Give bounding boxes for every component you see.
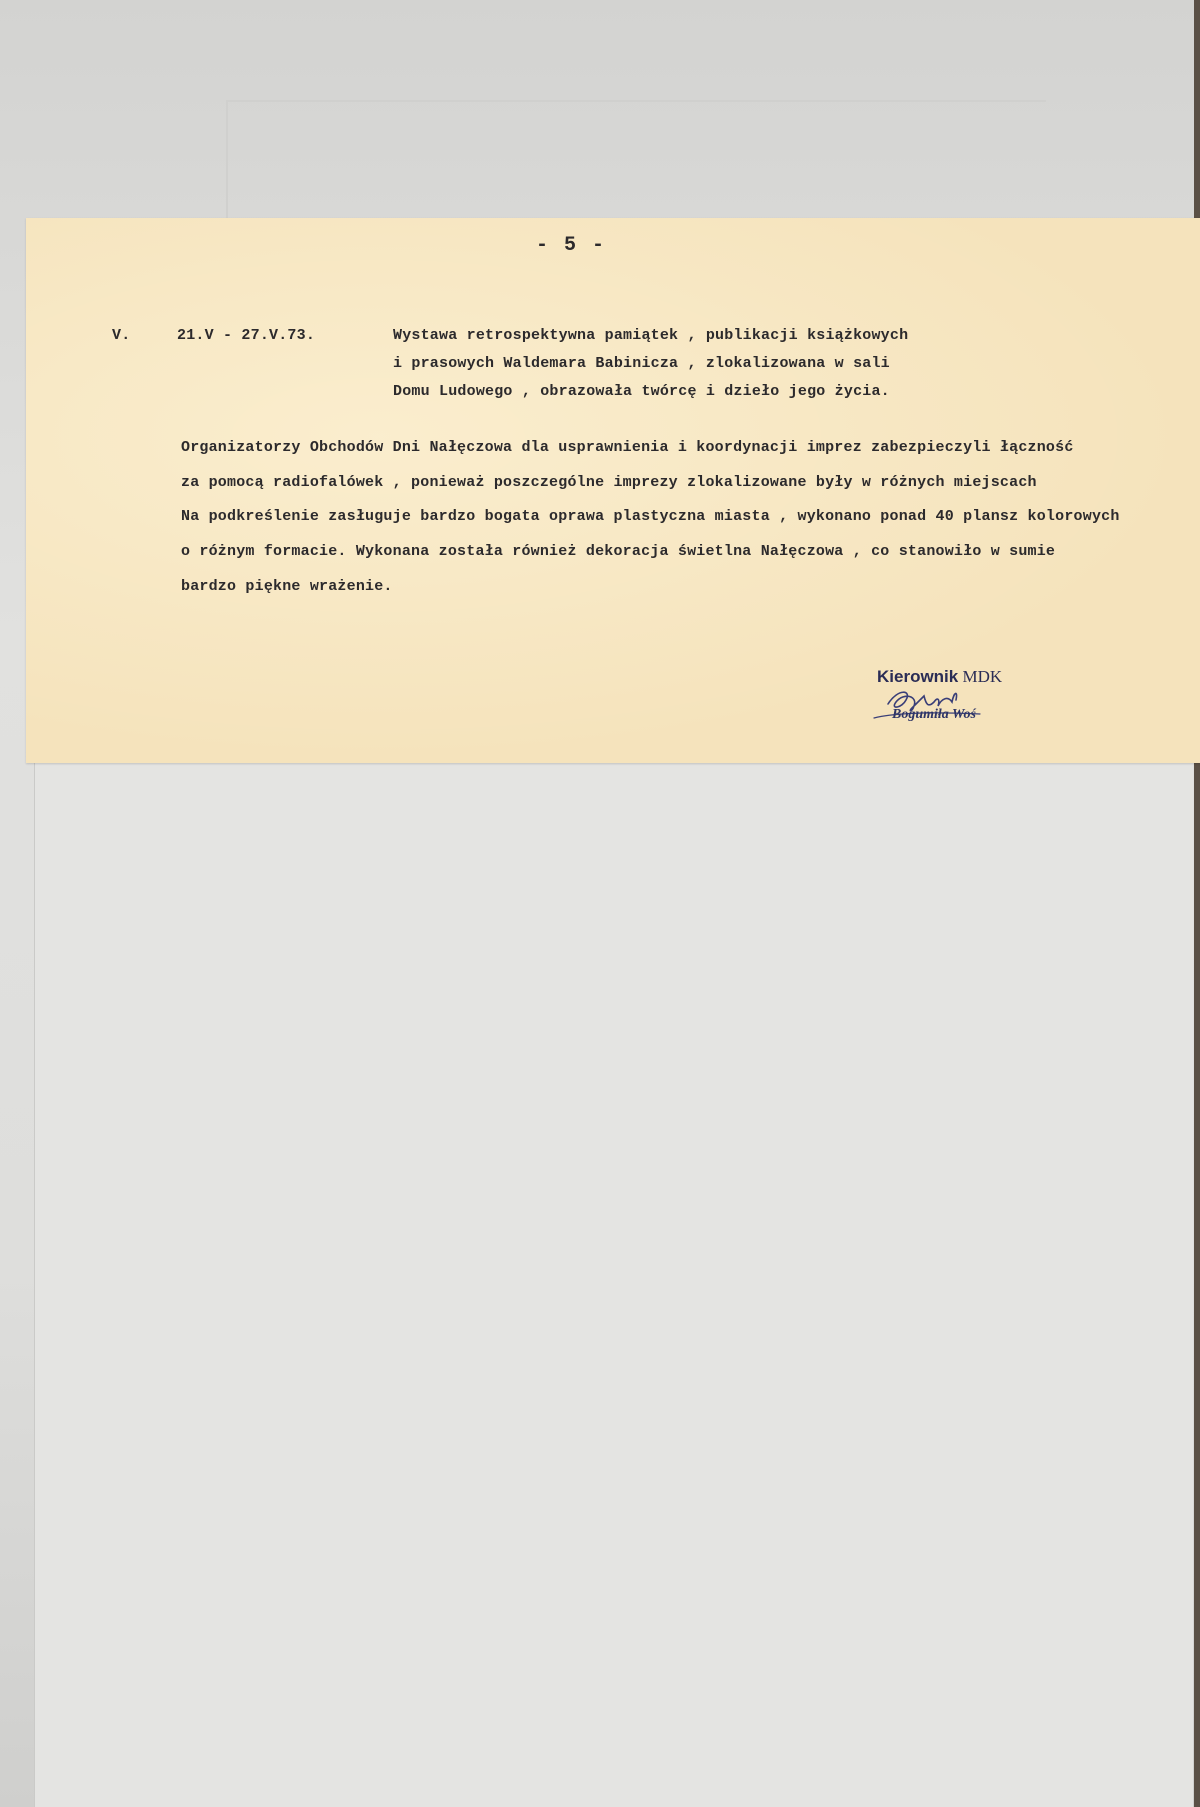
paragraph-line: bardzo piękne wrażenie. [181,578,393,595]
paragraph-line: o różnym formacie. Wykonana została również dekoracja świetlna Nałęczowa , co stanowiło w sumie [181,543,1056,560]
item-number: V. [112,327,131,344]
page-number: - 5 - [536,234,607,257]
blank-page [34,740,1193,1807]
paragraph-line: za pomocą radiofalówek , ponieważ poszczególne imprezy zlokalizowane były w różnych miejscach [181,474,1037,491]
stamp-name: Bogumiła Woś [892,707,976,722]
item-text-line: i prasowych Waldemara Babinicza , zlokalizowana w sali [393,355,890,372]
paragraph-line: Organizatorzy Obchodów Dni Nałęczowa dla usprawnienia i koordynacji imprez zabezpieczyli łączność [181,439,1074,456]
stamp-title-bold: Kierownik [877,667,959,686]
page-crease [226,100,1046,102]
paragraph-line: Na podkreślenie zasługuje bardzo bogata oprawa plastyczna miasta , wykonano ponad 40 plansz kolorowych [181,508,1120,525]
item-text-line: Wystawa retrospektywna pamiątek , publikacji książkowych [393,327,909,344]
item-dates: 21.V - 27.V.73. [177,327,316,344]
item-text-line: Domu Ludowego , obrazowała twórcę i dzieło jego życia. [393,383,890,400]
page-crease-vertical [226,100,228,218]
stamp-title-rest: MDK [958,667,1003,686]
